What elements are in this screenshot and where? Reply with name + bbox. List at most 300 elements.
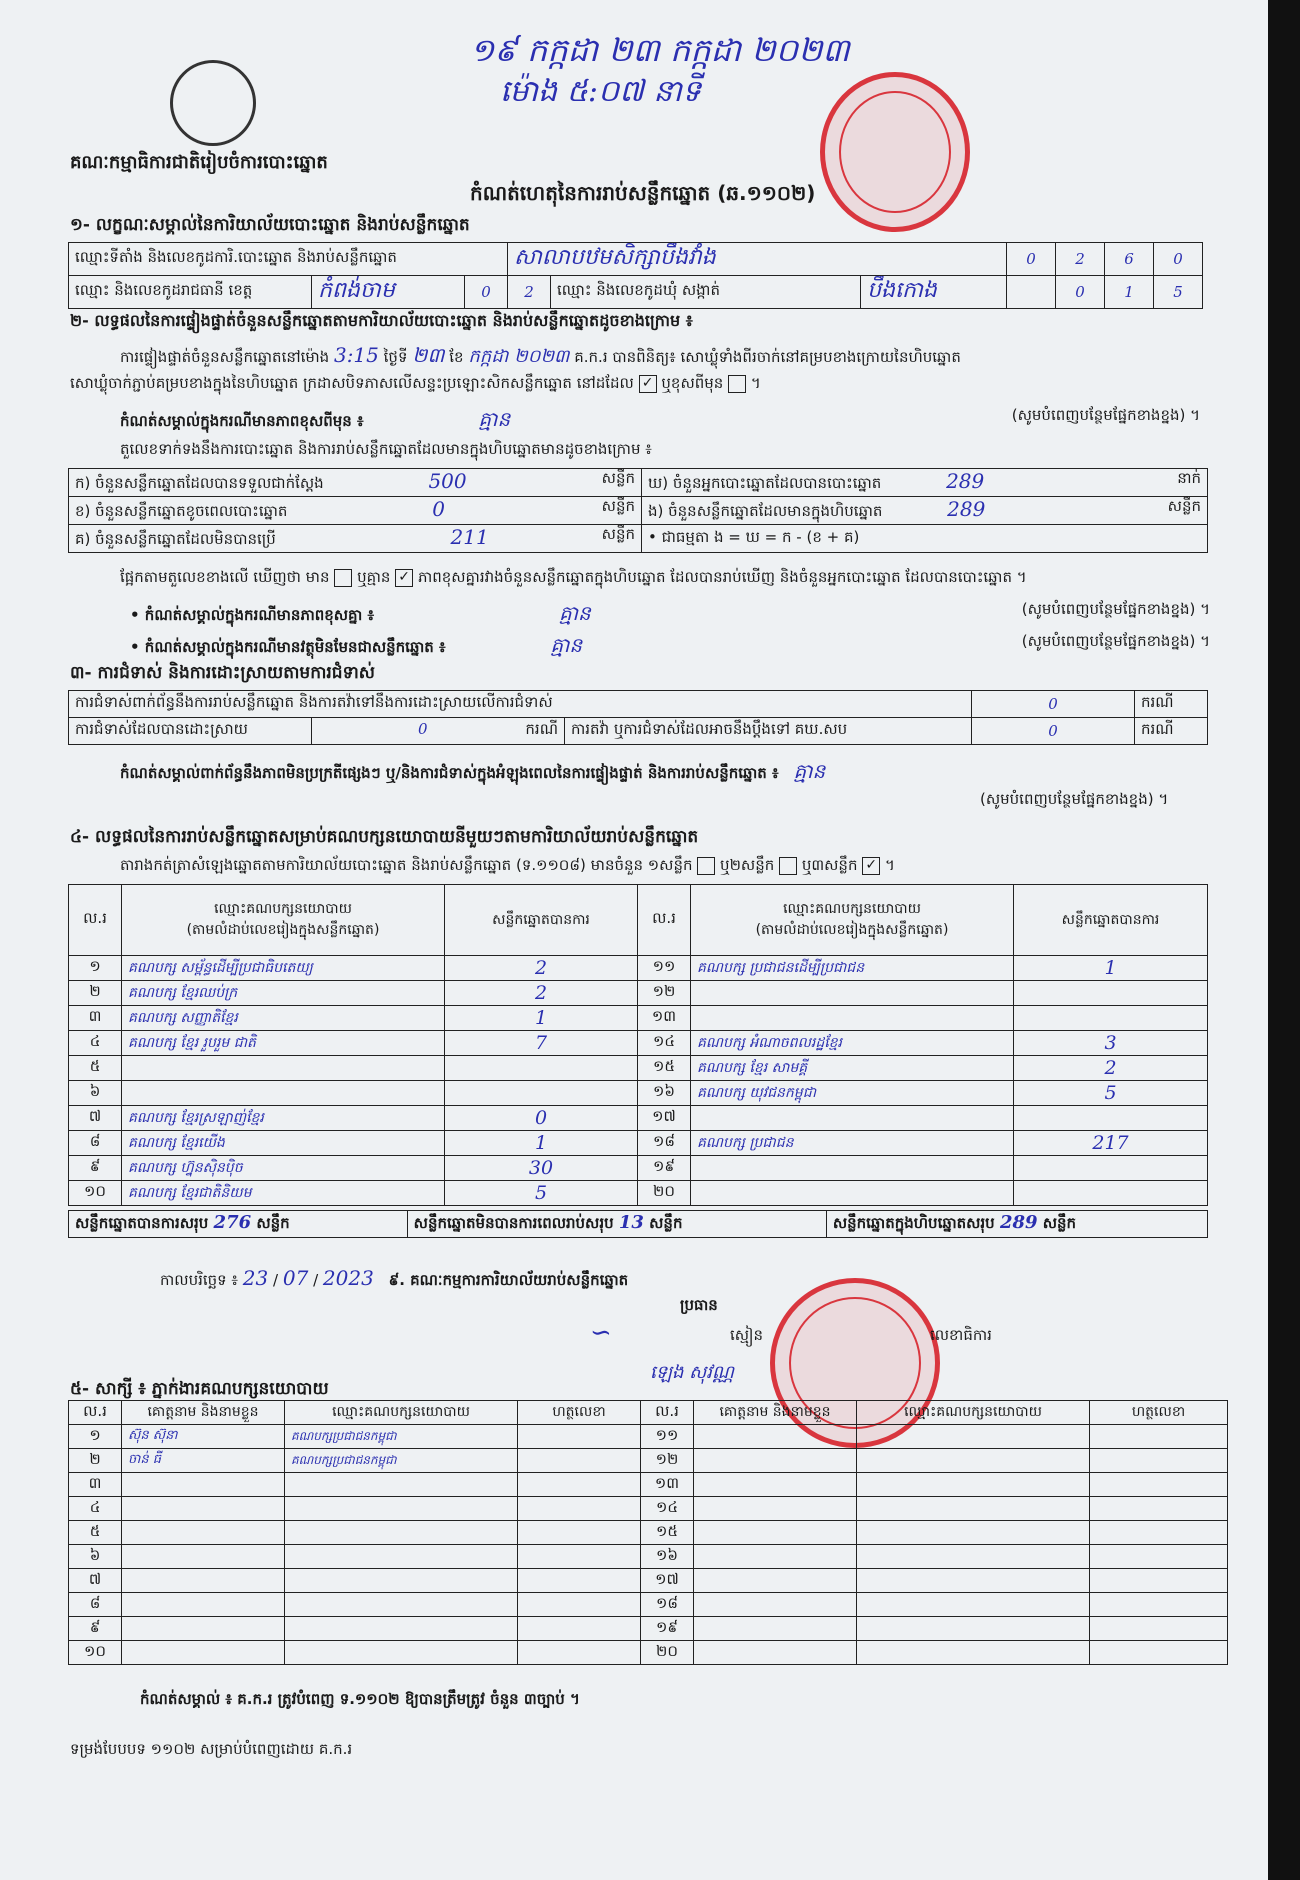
- witness-no: ២: [69, 1449, 122, 1473]
- witness-no: ១៧: [641, 1569, 694, 1593]
- w-col-sign-left: ហត្ថលេខា: [518, 1401, 641, 1425]
- witness-no: ១៨: [641, 1593, 694, 1617]
- president-signature: ∽: [590, 1318, 612, 1348]
- difference-line: [120, 568, 1027, 590]
- location-code-3: 6: [1105, 243, 1154, 276]
- w-col-name-left: គោត្តនាម និងនាមខ្លួន: [122, 1401, 285, 1425]
- table-row: [69, 1425, 1228, 1449]
- witness-party: [285, 1521, 518, 1545]
- result-party: គណបក្ស ហ្វ៊ុនស៊ិនប៉ិច: [122, 1156, 445, 1181]
- irregularity-tail: (សូមបំពេញបន្ថែមផ្នែកខាងខ្នង) ។: [980, 790, 1169, 808]
- section-5-heading: ៥- សាក្សី ៖ ភ្នាក់ងារគណបក្សនយោបាយ: [70, 1379, 329, 1399]
- result-votes: 1: [445, 1131, 638, 1156]
- resolved-label: ការជំទាស់ដែលបានដោះស្រាយ: [69, 718, 312, 745]
- unused-unit: សន្លឹក: [601, 525, 635, 543]
- three-sheet-label: ឬ៣សន្លឹក: [801, 856, 858, 874]
- table-row: [69, 1181, 1208, 1206]
- table-row: [69, 1593, 1228, 1617]
- result-no: ៨: [69, 1131, 122, 1156]
- result-no: ១២: [638, 981, 691, 1006]
- result-votes: [1014, 1156, 1208, 1181]
- formula: • ជាធម្មតា ង = ឃ = ក - (ខ + គ): [642, 525, 1208, 553]
- box-total-unit: សន្លឹក: [1042, 1214, 1077, 1232]
- results-table: [68, 884, 1208, 1206]
- member-label: ស្មៀន: [730, 1326, 764, 1344]
- witness-name: [694, 1641, 857, 1665]
- witness-name: [694, 1473, 857, 1497]
- result-votes: 2: [445, 981, 638, 1006]
- witness-no: ៤: [69, 1497, 122, 1521]
- result-party: [691, 1106, 1014, 1131]
- witness-party: [857, 1521, 1090, 1545]
- result-votes: 2: [1014, 1056, 1208, 1081]
- witness-party: [285, 1617, 518, 1641]
- voters-value: 289: [946, 469, 985, 493]
- table-row: [69, 1449, 1228, 1473]
- result-no: ២: [69, 981, 122, 1006]
- witness-name: [694, 1449, 857, 1473]
- has-difference-checkbox[interactable]: [334, 569, 352, 587]
- spoiled-unit: សន្លឹក: [601, 497, 635, 515]
- witness-no: ៨: [69, 1593, 122, 1617]
- result-no: ១: [69, 956, 122, 981]
- witness-no: ១៩: [641, 1617, 694, 1641]
- verify-text-a: ការផ្ទៀងផ្ទាត់ចំនួនសន្លឹកឆ្នោតនៅម៉ោង: [120, 348, 330, 366]
- verify-time: 3:15: [333, 343, 379, 367]
- witness-sign: [518, 1497, 641, 1521]
- location-value: សាលាបឋមសិក្សាបឹងវាំង: [508, 243, 1007, 276]
- valid-total-value: 276: [213, 1212, 252, 1233]
- date-year: 2023: [322, 1266, 374, 1290]
- witness-no: ២០: [641, 1641, 694, 1665]
- witness-party: [857, 1497, 1090, 1521]
- col-votes-left: សន្លឹកឆ្នោតបានការ: [445, 885, 638, 956]
- valid-total-unit: សន្លឹក: [256, 1214, 290, 1232]
- witness-party: [857, 1545, 1090, 1569]
- nec-emblem-icon: [170, 60, 256, 146]
- witness-no: ៥: [69, 1521, 122, 1545]
- w-col-name-right: គោត្តនាម និងនាមខ្លួន: [694, 1401, 857, 1425]
- witness-party: [285, 1545, 518, 1569]
- witness-sign: [1090, 1641, 1228, 1665]
- witness-party: [857, 1617, 1090, 1641]
- appeal-unit: ករណី: [1135, 718, 1208, 745]
- witness-name: [694, 1593, 857, 1617]
- voters-unit: នាក់: [1177, 469, 1201, 487]
- org-name: គណៈកម្មាធិការជាតិរៀបចំការបោះឆ្នោត: [70, 152, 328, 173]
- result-no: ១៦: [638, 1081, 691, 1106]
- witness-party: គណបក្សប្រជាជនកម្ពុជា: [285, 1425, 518, 1449]
- w-col-no-left: ល.រ: [69, 1401, 122, 1425]
- bullet-1-label: • កំណត់សម្គាល់ក្នុងករណីមានភាពខុសគ្នា ៖: [130, 606, 375, 624]
- different-label: ឬខុសពីមុន: [661, 374, 724, 392]
- witness-sign: [1090, 1521, 1228, 1545]
- verify-day: ២៣: [412, 343, 445, 367]
- w-col-party-left: ឈ្មោះគណបក្សនយោបាយ: [285, 1401, 518, 1425]
- unused-value: 211: [450, 525, 489, 549]
- one-sheet-checkbox[interactable]: [697, 857, 715, 875]
- result-no: ១០: [69, 1181, 122, 1206]
- secretary-label: លេខាធិការ: [930, 1326, 992, 1344]
- result-votes: 5: [445, 1181, 638, 1206]
- president-name: ឡេង សុវណ្ណ: [650, 1362, 734, 1383]
- witness-party: [285, 1473, 518, 1497]
- witness-sign: [518, 1617, 641, 1641]
- witness-no: ៦: [69, 1545, 122, 1569]
- table-row: [69, 1617, 1228, 1641]
- location-code-1: 0: [1007, 243, 1056, 276]
- result-no: ៤: [69, 1031, 122, 1056]
- witness-sign: [518, 1449, 641, 1473]
- tally-intro-text: តារាងកត់ត្រាសំឡេងឆ្នោតតាមការិយាល័យបោះឆ្នោត និងរាប់សន្លឹកឆ្នោត (ទ.១១០៨) មានចំនួន ១សន្លឹក: [120, 856, 693, 874]
- col-party-right: [691, 885, 1014, 956]
- result-votes: 2: [445, 956, 638, 981]
- objection-unit: ករណី: [1135, 691, 1208, 718]
- result-party: គណបក្ស ខ្មែរស្រឡាញ់ខ្មែរ: [122, 1106, 445, 1131]
- witness-name: [122, 1593, 285, 1617]
- witness-table: [68, 1400, 1228, 1665]
- spoiled-label: ខ) ចំនួនសន្លឹកឆ្នោតខូចពេលបោះឆ្នោត: [75, 502, 288, 520]
- verify-text-c: ខែ: [449, 348, 464, 366]
- received-unit: សន្លឹក: [601, 469, 635, 487]
- province-code-1: 0: [465, 276, 508, 309]
- three-sheet-checkbox[interactable]: ✓: [862, 857, 880, 875]
- result-votes: 0: [445, 1106, 638, 1131]
- witness-sign: [518, 1521, 641, 1545]
- valid-total-label: សន្លឹកឆ្នោតបានការសរុប: [75, 1214, 209, 1232]
- figures-table: [68, 468, 1208, 553]
- commune-code-3: 5: [1154, 276, 1203, 309]
- table-row: [69, 1031, 1208, 1056]
- bullet-1-value: គ្មាន: [558, 601, 591, 625]
- difference-text-a: ផ្អែកតាមតួលេខខាងលើ ឃើញថា មាន: [120, 568, 330, 586]
- result-no: ៦: [69, 1081, 122, 1106]
- result-votes: [1014, 1181, 1208, 1206]
- irregularity-label: កំណត់សម្គាល់ពាក់ព័ន្ធនឹងភាពមិនប្រក្រតីផ្សេងៗ ឬ/និងការជំទាស់ក្នុងអំឡុងពេលនៃការផ្ទៀងផ្ទាត់ និងការរាប់សន្លឹកឆ្នោត ៖: [120, 764, 779, 782]
- witness-sign: [1090, 1545, 1228, 1569]
- bullet-2-line: [130, 632, 1210, 662]
- witness-sign: [518, 1473, 641, 1497]
- witness-sign: [1090, 1473, 1228, 1497]
- totals-table: [68, 1210, 1208, 1238]
- objection-label: ការជំទាស់ពាក់ព័ន្ធនឹងការរាប់សន្លឹកឆ្នោត និងការតវ៉ាទៅនឹងការដោះស្រាយលើការជំទាស់: [69, 691, 972, 718]
- result-party: [691, 1156, 1014, 1181]
- result-votes: [1014, 1006, 1208, 1031]
- verify-line-1: [120, 342, 961, 372]
- result-votes: [1014, 981, 1208, 1006]
- table-row: [69, 1081, 1208, 1106]
- witness-party: គណបក្សប្រជាជនកម្ពុជា: [285, 1449, 518, 1473]
- form-id: ទម្រង់បែបបទ ១១០២ សម្រាប់បំពេញដោយ គ.ក.រ: [70, 1740, 353, 1758]
- w-col-party-right: ឈ្មោះគណបក្សនយោបាយ: [857, 1401, 1090, 1425]
- result-votes: 1: [1014, 956, 1208, 981]
- result-no: ២០: [638, 1181, 691, 1206]
- date-day: 23: [242, 1266, 269, 1290]
- witness-sign: [1090, 1425, 1228, 1449]
- spoiled-value: 0: [432, 497, 445, 521]
- witness-name: [122, 1569, 285, 1593]
- table-row: [69, 1641, 1228, 1665]
- result-votes: 5: [1014, 1081, 1208, 1106]
- result-no: ៣: [69, 1006, 122, 1031]
- diff-note-tail: (សូមបំពេញបន្ថែមផ្នែកខាងខ្នង) ។: [1011, 406, 1200, 424]
- result-party: គណបក្ស ខ្មែរជាតិនិយម: [122, 1181, 445, 1206]
- witness-no: ៧: [69, 1569, 122, 1593]
- table-row: [69, 956, 1208, 981]
- date-month: 07: [282, 1266, 309, 1290]
- no-difference-checkbox[interactable]: ✓: [395, 569, 413, 587]
- witness-no: ១: [69, 1425, 122, 1449]
- col-no-right: ល.រ: [638, 885, 691, 956]
- table-row: [69, 1006, 1208, 1031]
- witness-party: [857, 1473, 1090, 1497]
- witness-name: ចាន់ ធី: [122, 1449, 285, 1473]
- result-party: គណបក្ស ប្រជាជនដើម្បីប្រជាជន: [691, 956, 1014, 981]
- witness-sign: [518, 1593, 641, 1617]
- section-1-table: [68, 242, 1203, 309]
- appeal-label: ការតវ៉ា ឬការជំទាស់ដែលអាចនឹងប្តឹងទៅ គឃ.សប: [565, 718, 972, 745]
- section-3-table: [68, 690, 1208, 745]
- date-label: កាលបរិច្ឆេទ ៖: [160, 1271, 239, 1289]
- table-row: [69, 1056, 1208, 1081]
- witness-sign: [1090, 1497, 1228, 1521]
- section-3-heading: ៣- ការជំទាស់ និងការដោះស្រាយតាមការជំទាស់: [70, 663, 375, 683]
- commune-label: ឈ្មោះ និងលេខកូដឃុំ សង្កាត់: [551, 276, 861, 309]
- result-no: ៧: [69, 1106, 122, 1131]
- bullet-2-label: • កំណត់សម្គាល់ក្នុងករណីមានវត្ថុមិនមែនជាសន្លឹកឆ្នោត ៖: [130, 638, 446, 656]
- result-party: គណបក្ស សម្ព័ន្ធដើម្បីប្រជាធិបតេយ្យ: [122, 956, 445, 981]
- two-sheet-checkbox[interactable]: [779, 857, 797, 875]
- witness-party: [285, 1641, 518, 1665]
- result-party: [122, 1081, 445, 1106]
- inbox-value: 289: [947, 497, 986, 521]
- province-label: ឈ្មោះ និងលេខកូដរាជធានី ខេត្ត: [69, 276, 312, 309]
- witness-name: [122, 1473, 285, 1497]
- witness-name: ស៊ុន ស៊ុនា: [122, 1425, 285, 1449]
- witness-party: [857, 1449, 1090, 1473]
- committee-label: ៩. គណៈកម្មការការិយាល័យរាប់សន្លឹកឆ្នោត: [388, 1271, 629, 1289]
- result-party: [122, 1056, 445, 1081]
- result-party: គណបក្ស យុវជនកម្ពុជា: [691, 1081, 1014, 1106]
- witness-no: ១៥: [641, 1521, 694, 1545]
- witness-no: ៣: [69, 1473, 122, 1497]
- w-col-sign-right: ហត្ថលេខា: [1090, 1401, 1228, 1425]
- result-no: ១៥: [638, 1056, 691, 1081]
- result-party: គណបក្ស ខ្មែរឈប់ក្រ: [122, 981, 445, 1006]
- col-party-right-sub: (តាមលំដាប់លេខរៀងក្នុងសន្លឹកឆ្នោត): [755, 922, 949, 938]
- table-row: [69, 1521, 1228, 1545]
- witness-name: [694, 1425, 857, 1449]
- result-no: ១៩: [638, 1156, 691, 1181]
- result-party: [691, 1181, 1014, 1206]
- province-value: កំពង់ចាម: [312, 276, 465, 309]
- box-total-label: សន្លឹកឆ្នោតក្នុងហិបឆ្នោតសរុប: [832, 1214, 995, 1232]
- witness-name: [694, 1497, 857, 1521]
- president-label: ប្រធាន: [680, 1296, 718, 1314]
- result-party: គណបក្ស អំណាចពលរដ្ឋខ្មែរ: [691, 1031, 1014, 1056]
- witness-sign: [1090, 1593, 1228, 1617]
- result-votes: [445, 1081, 638, 1106]
- two-sheet-label: ឬ២សន្លឹក: [720, 856, 775, 874]
- appeal-value: 0: [972, 718, 1135, 745]
- result-no: ១៧: [638, 1106, 691, 1131]
- verify-line-2: សោឃ្លុំចាក់ភ្ជាប់គម្របខាងក្នុងនៃហិបឆ្នោត ក្រដាសបិទភាសលើសន្ទះប្រឡោះសិកសន្លឹកឆ្នោត នៅដដែល ✓ ឬខុសពីមុន ។: [70, 374, 761, 392]
- diff-note-label: កំណត់សម្គាល់ក្នុងករណីមានភាពខុសពីមុន ៖: [120, 412, 364, 430]
- unused-label: គ) ចំនួនសន្លឹកឆ្នោតដែលមិនបានប្រើ: [75, 530, 276, 548]
- same-checkbox[interactable]: ✓: [639, 375, 657, 393]
- form-title: កំណត់ហេតុនៃការរាប់សន្លឹកឆ្នោត (ឆ.១១០២): [470, 181, 816, 205]
- witness-sign: [1090, 1449, 1228, 1473]
- date-line: កាលបរិច្ឆេទ ៖ 23 / 07 / 2023 ៩. គណៈកម្មការការិយាល័យរាប់សន្លឹកឆ្នោត: [160, 1266, 629, 1290]
- invalid-total-unit: សន្លឹក: [649, 1214, 683, 1232]
- handwritten-time: ម៉ោង ៥:០៧ នាទី: [500, 74, 702, 109]
- tally-intro: តារាងកត់ត្រាសំឡេងឆ្នោតតាមការិយាល័យបោះឆ្នោត និងរាប់សន្លឹកឆ្នោត (ទ.១១០៨) មានចំនួន ១សន្លឹក ឬ២សន្លឹក ឬ៣សន្លឹក ✓ ។: [120, 856, 895, 874]
- bullet-1-tail: (សូមបំពេញបន្ថែមផ្នែកខាងខ្នង) ។: [1021, 600, 1210, 618]
- table-row: [69, 1545, 1228, 1569]
- voters-label: ឃ) ចំនួនអ្នកបោះឆ្នោតដែលបានបោះឆ្នោត: [648, 474, 882, 492]
- section-2-heading: ២- លទ្ធផលនៃការផ្ទៀងផ្ទាត់ចំនួនសន្លឹកឆ្នោតតាមការិយាល័យបោះឆ្នោត និងរាប់សន្លឹកឆ្នោតដូចខាងក្រោម ៖: [70, 311, 693, 330]
- result-votes: [1014, 1106, 1208, 1131]
- witness-no: ៩: [69, 1617, 122, 1641]
- result-party: [691, 1006, 1014, 1031]
- resolved-value: 0: [418, 720, 428, 738]
- result-party: គណបក្ស ខ្មែរ រួបរួម ជាតិ: [122, 1031, 445, 1056]
- witness-no: ១១: [641, 1425, 694, 1449]
- diff-note-value: គ្មាន: [478, 407, 511, 431]
- verify-text-d: គ.ក.រ បានពិនិត្យ៖ សោឃ្លុំទាំងពីរចាក់នៅគម្របខាងក្រោយនៃហិបឆ្នោត: [574, 348, 961, 366]
- difference-text-b: ភាពខុសគ្នារវាងចំនួនសន្លឹកឆ្នោតក្នុងហិបឆ្នោត ដែលបានរាប់ឃើញ និងចំនួនអ្នកបោះឆ្នោត ដែលបានបោះឆ្នោត ។: [417, 568, 1027, 586]
- table-row: [69, 981, 1208, 1006]
- witness-party: [285, 1569, 518, 1593]
- received-value: 500: [428, 469, 467, 493]
- inbox-label: ង) ចំនួនសន្លឹកឆ្នោតដែលមានក្នុងហិបឆ្នោត: [648, 502, 883, 520]
- result-party: គណបក្ស ខ្មែរយើង: [122, 1131, 445, 1156]
- witness-no: ១២: [641, 1449, 694, 1473]
- witness-sign: [1090, 1617, 1228, 1641]
- section-1-heading: ១- លក្ខណៈសម្គាល់នៃការិយាល័យបោះឆ្នោត និងរាប់សន្លឹកឆ្នោត: [70, 215, 470, 235]
- location-code-4: 0: [1154, 243, 1203, 276]
- location-label: ឈ្មោះទីតាំង និងលេខកូដការិ.បោះឆ្នោត និងរាប់សន្លឹកឆ្នោត: [69, 243, 508, 276]
- witness-no: ១៣: [641, 1473, 694, 1497]
- witness-sign: [518, 1569, 641, 1593]
- witness-name: [694, 1617, 857, 1641]
- result-no: ៩: [69, 1156, 122, 1181]
- result-votes: 30: [445, 1156, 638, 1181]
- result-votes: 217: [1014, 1131, 1208, 1156]
- witness-name: [122, 1497, 285, 1521]
- witness-party: [857, 1593, 1090, 1617]
- inbox-unit: សន្លឹក: [1167, 497, 1201, 515]
- table-row: [69, 1156, 1208, 1181]
- section-4-heading: ៤- លទ្ធផលនៃការរាប់សន្លឹកឆ្នោតសម្រាប់គណបក្សនយោបាយនីមួយៗតាមការិយាល័យរាប់សន្លឹកឆ្នោត: [70, 827, 699, 847]
- witness-name: [122, 1641, 285, 1665]
- result-party: គណបក្ស ខ្មែរ សាមគ្គី: [691, 1056, 1014, 1081]
- witness-name: [122, 1617, 285, 1641]
- different-checkbox[interactable]: [728, 375, 746, 393]
- result-votes: [445, 1056, 638, 1081]
- bullet-1-line: [130, 600, 1210, 630]
- result-no: ៥: [69, 1056, 122, 1081]
- result-votes: 3: [1014, 1031, 1208, 1056]
- witness-name: [694, 1521, 857, 1545]
- witness-party: [857, 1569, 1090, 1593]
- witness-no: ១០: [69, 1641, 122, 1665]
- commune-code-1: 0: [1056, 276, 1105, 309]
- col-party-right-title: ឈ្មោះគណបក្សនយោបាយ: [783, 901, 921, 917]
- col-party-left: [122, 885, 445, 956]
- witness-party: [285, 1593, 518, 1617]
- col-party-left-title: ឈ្មោះគណបក្សនយោបាយ: [214, 901, 352, 917]
- result-votes: 1: [445, 1006, 638, 1031]
- table-row: [69, 1569, 1228, 1593]
- commune-value: បឹងកោង: [861, 276, 1007, 309]
- witness-sign: [518, 1641, 641, 1665]
- table-row: [69, 1106, 1208, 1131]
- witness-name: [694, 1545, 857, 1569]
- official-stamp-top: [820, 72, 970, 232]
- result-no: ១១: [638, 956, 691, 981]
- footnote: កំណត់សម្គាល់ ៖ គ.ក.រ ត្រូវបំពេញ ទ.១១០២ ឱ្យបានត្រឹមត្រូវ ចំនួន ៣ច្បាប់ ។: [140, 1690, 580, 1708]
- witness-name: [694, 1569, 857, 1593]
- result-no: ១៨: [638, 1131, 691, 1156]
- handwritten-date: ១៩ កក្កដា ២៣ កក្កដា ២០២៣: [470, 31, 850, 69]
- verify-text-2: សោឃ្លុំចាក់ភ្ជាប់គម្របខាងក្នុងនៃហិបឆ្នោត ក្រដាសបិទភាសលើសន្ទះប្រឡោះសិកសន្លឹកឆ្នោត នៅដដែល: [70, 374, 634, 392]
- col-party-left-sub: (តាមលំដាប់លេខរៀងក្នុងសន្លឹកឆ្នោត): [186, 922, 380, 938]
- objection-value: 0: [972, 691, 1135, 718]
- irregularity-line: [120, 758, 825, 788]
- witness-name: [122, 1521, 285, 1545]
- invalid-total-value: 13: [618, 1212, 644, 1233]
- table-row: [69, 1131, 1208, 1156]
- figures-intro: តួលេខទាក់ទងនឹងការបោះឆ្នោត និងការរាប់សន្លឹកឆ្នោតដែលមានក្នុងហិបឆ្នោតមានដូចខាងក្រោម ៖: [120, 440, 652, 458]
- table-row: [69, 1473, 1228, 1497]
- commune-code-2: 1: [1105, 276, 1154, 309]
- result-party: [691, 981, 1014, 1006]
- witness-sign: [518, 1545, 641, 1569]
- province-code-2: 2: [508, 276, 551, 309]
- verify-text-b: ថ្ងៃទី: [383, 348, 408, 366]
- witness-no: ១៤: [641, 1497, 694, 1521]
- bullet-2-tail: (សូមបំពេញបន្ថែមផ្នែកខាងខ្នង) ។: [1021, 632, 1210, 650]
- invalid-total-label: សន្លឹកឆ្នោតមិនបានការពេលរាប់សរុប: [413, 1214, 614, 1232]
- table-row: [69, 1497, 1228, 1521]
- result-no: ១៣: [638, 1006, 691, 1031]
- col-votes-right: សន្លឹកឆ្នោតបានការ: [1014, 885, 1208, 956]
- box-total-value: 289: [999, 1212, 1038, 1233]
- witness-no: ១៦: [641, 1545, 694, 1569]
- witness-party: [857, 1641, 1090, 1665]
- result-party: គណបក្ស ប្រជាជន: [691, 1131, 1014, 1156]
- result-party: គណបក្ស សញ្ញាតិខ្មែរ: [122, 1006, 445, 1031]
- witness-sign: [1090, 1569, 1228, 1593]
- resolved-unit: ករណី: [525, 720, 558, 738]
- w-col-no-right: ល.រ: [641, 1401, 694, 1425]
- witness-sign: [518, 1425, 641, 1449]
- result-votes: 7: [445, 1031, 638, 1056]
- verify-month: កក្កដា ២០២៣: [468, 346, 570, 367]
- witness-name: [122, 1545, 285, 1569]
- diff-note-line: [120, 406, 1200, 436]
- no-difference-label: ឬគ្មាន: [357, 568, 391, 586]
- col-no-left: ល.រ: [69, 885, 122, 956]
- irregularity-value: គ្មាន: [793, 759, 826, 783]
- witness-party: [285, 1497, 518, 1521]
- witness-party: [857, 1425, 1090, 1449]
- received-label: ក) ចំនួនសន្លឹកឆ្នោតដែលបានទទួលជាក់ស្តែង: [75, 474, 324, 492]
- location-code-2: 2: [1056, 243, 1105, 276]
- bullet-2-value: គ្មាន: [550, 633, 583, 657]
- result-no: ១៤: [638, 1031, 691, 1056]
